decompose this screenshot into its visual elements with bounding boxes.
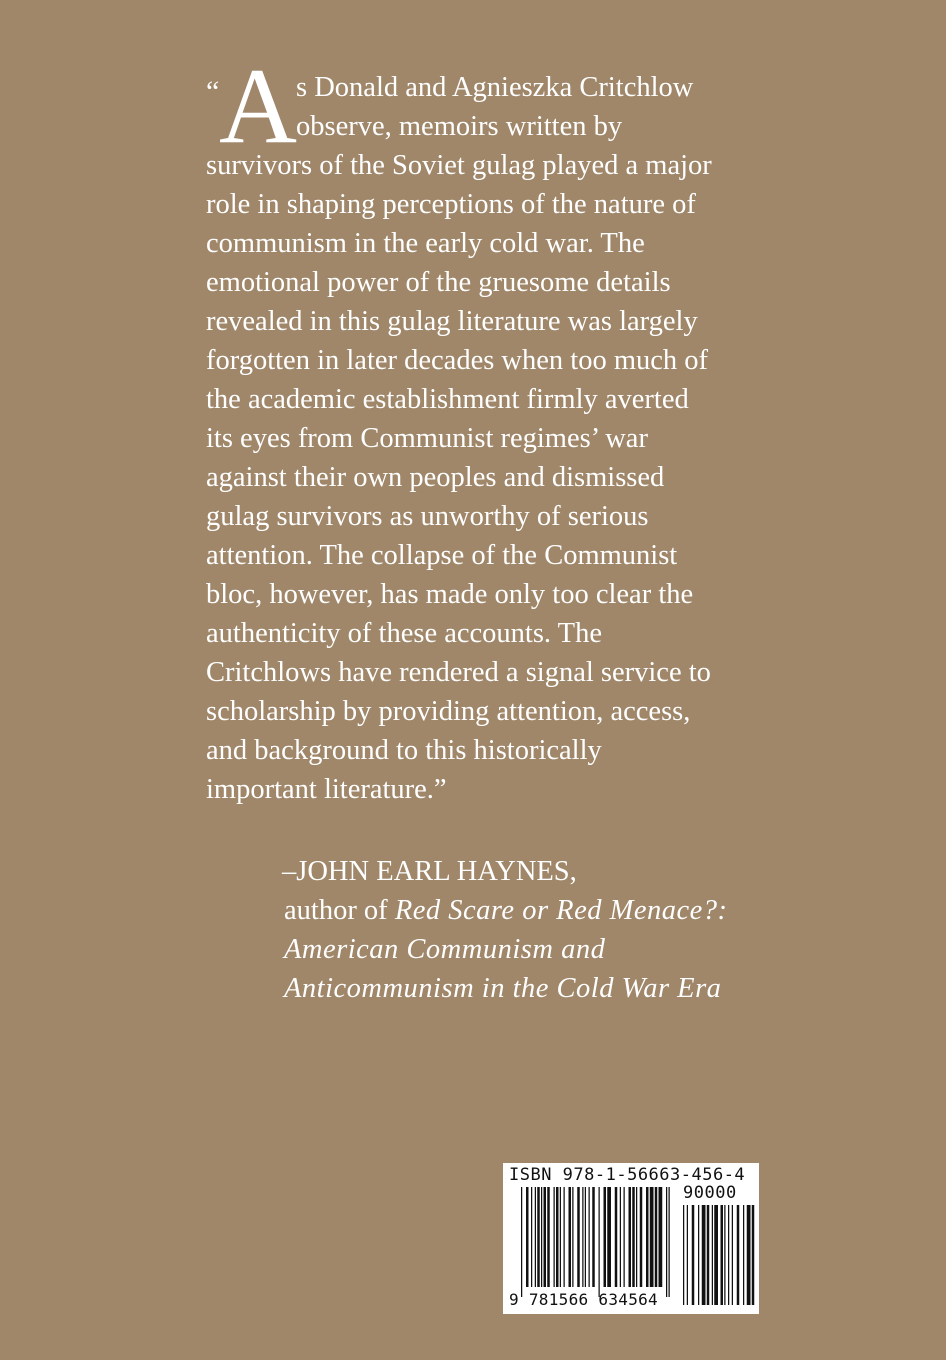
barcode-bar [683,1205,684,1305]
barcode-bar [526,1187,529,1287]
barcode-bar [687,1205,688,1305]
quote-line: bloc, however, has made only too clear the [206,579,694,610]
quote-line: authenticity of these accounts. The [206,618,602,649]
book-title-part: Anticommunism in the Cold War Era [284,973,722,1004]
barcode-bar [632,1187,635,1287]
barcode-bar [640,1187,643,1287]
barcode-bar [659,1187,663,1287]
barcode-bar [560,1187,561,1287]
quote-line: survivors of the Soviet gulag played a major [206,150,712,181]
quote-line: emotional power of the gruesome details [206,267,671,298]
quote-line: role in shaping perceptions of the nature of [206,189,696,220]
barcode-bar [537,1187,540,1287]
barcode-bar [535,1187,536,1287]
barcode-bar [752,1205,755,1305]
barcode-bar [541,1187,542,1287]
barcode-bar [577,1187,580,1287]
barcode-bar [728,1205,729,1305]
barcode-bar [712,1205,713,1305]
barcode-bar [607,1187,611,1287]
barcode-bar [724,1205,725,1305]
quote-line: attention. The collapse of the Communist [206,540,678,571]
book-title-part: Red Scare or Red Menace?: [394,895,728,926]
barcode-bar [582,1187,583,1287]
barcode-bar [620,1187,621,1287]
barcode-bar [521,1187,522,1297]
barcode-bar [714,1205,718,1305]
author-of-label: author of [284,895,395,926]
quote-line: observe, memoirs written by [296,111,623,142]
barcode-bar [604,1187,607,1287]
barcode-bar [650,1187,654,1287]
quote-line: revealed in this gulag literature was largely [206,306,698,337]
quote-line: forgotten in later decades when too much of [206,345,709,376]
barcode-bar [544,1187,547,1287]
barcode-bar [572,1187,573,1287]
addon-barcode [683,1205,754,1305]
barcode-bar [692,1205,695,1305]
barcode-bar [615,1187,618,1287]
barcode-bar [531,1187,532,1287]
isbn-text: ISBN 978-1-56663-456-4 [509,1165,746,1185]
barcode-bar [599,1187,600,1297]
barcode-bar [585,1187,586,1287]
barcode-bar [707,1205,710,1305]
barcode-bar [721,1205,724,1305]
barcode-bar [629,1187,632,1287]
attribution-name: –JOHN EARL HAYNES, [282,856,577,887]
barcode-bar [624,1187,625,1287]
barcode-bar [569,1187,572,1287]
quote-line: the academic establishment firmly averted [206,384,689,415]
barcode-bar [743,1205,744,1305]
barcode-bar [636,1187,637,1287]
ean-digits: 9 781566 634564 [509,1290,658,1309]
barcode-bar [698,1205,699,1305]
barcode-bar [737,1205,740,1305]
barcode-bar [702,1205,706,1305]
attribution [284,852,804,1008]
barcode-bar [589,1187,590,1287]
quote-line: Critchlows have rendered a signal service to [206,657,711,688]
book-title-part: American Communism and [284,934,606,965]
barcode-bar [556,1187,559,1287]
quote-line: and background to this historically [206,735,602,766]
barcode-bar [564,1187,565,1287]
quote-line: against their own peoples and dismissed [206,462,665,493]
barcode-bar [547,1187,550,1287]
barcode-bar [554,1187,555,1287]
quote-line: important literature.” [206,774,447,805]
opening-quote-mark: “ [206,75,220,108]
blurb-quote [206,47,786,809]
barcode-label [503,1163,759,1314]
quote-line: gulag survivors as unworthy of serious [206,501,649,532]
quote-line: s Donald and Agnieszka Critchlow [296,72,694,103]
ean-barcode [521,1187,670,1297]
barcode-bar [747,1205,751,1305]
quote-line: communism in the early cold war. The [206,228,645,259]
barcode-bar [732,1205,733,1305]
quote-line: scholarship by providing attention, access, [206,696,691,727]
attribution-title-line [284,891,804,930]
price-code: 90000 [683,1183,737,1203]
barcode-bar [655,1187,658,1287]
barcode-bar [646,1187,649,1287]
barcode-bar [666,1187,667,1297]
quote-line: its eyes from Communist regimes’ war [206,423,648,454]
barcode-bar [669,1187,670,1297]
drop-cap: A [219,47,297,166]
barcode-bar [592,1187,595,1287]
